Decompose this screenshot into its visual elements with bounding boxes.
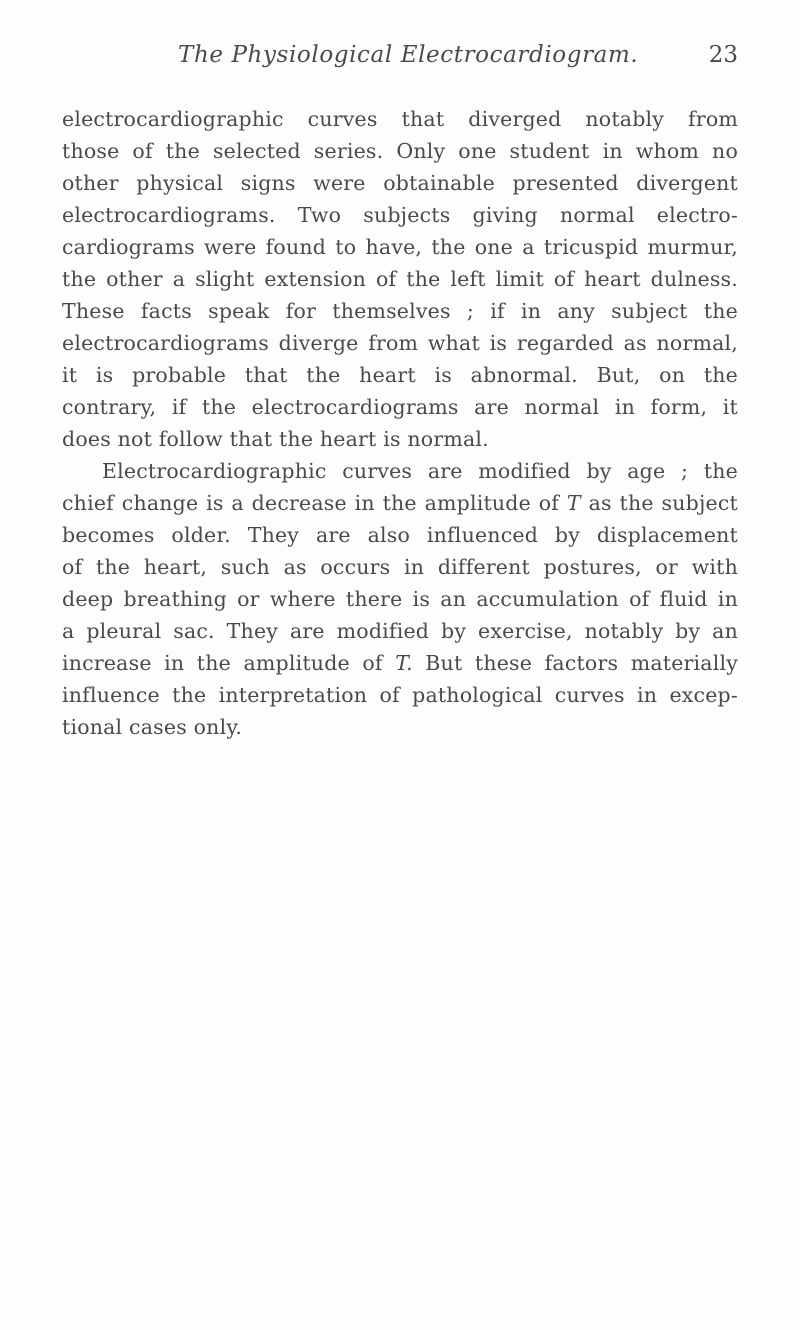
running-header	[0, 42, 800, 78]
text-fragment: as the subject	[588, 491, 738, 515]
text-fragment: chief change is a decrease in the amplitude of	[62, 491, 560, 515]
text-line: deep breathing or where there is an accumulation of fluid in	[62, 587, 738, 611]
italic-variable: T.	[395, 651, 413, 675]
text-line: becomes older. They are also influenced by displacement	[62, 523, 738, 547]
page-number: 23	[708, 42, 738, 68]
body-text	[62, 103, 738, 743]
text-line: the other a slight extension of the left limit of heart dulness.	[62, 267, 738, 291]
italic-variable: T	[566, 491, 581, 515]
text-line	[62, 487, 738, 519]
running-title: The Physiological Electrocardiogram.	[178, 42, 639, 68]
text-line: contrary, if the electrocardiograms are normal in form, it	[62, 395, 738, 419]
text-line: These facts speak for themselves ; if in any subject the	[62, 299, 738, 323]
text-fragment: But these factors materially	[425, 651, 738, 675]
text-line: electrocardiograms diverge from what is regarded as normal,	[62, 331, 738, 355]
text-line: Electrocardiographic curves are modified by age ; the	[102, 459, 738, 483]
text-line: of the heart, such as occurs in different postures, or with	[62, 555, 738, 579]
text-line: electrocardiographic curves that diverged notably from	[62, 107, 738, 131]
text-line: those of the selected series. Only one student in whom no	[62, 139, 738, 163]
text-line: electrocardiograms. Two subjects giving normal electro-	[62, 203, 738, 227]
text-line	[62, 647, 738, 679]
text-line: a pleural sac. They are modified by exercise, notably by an	[62, 619, 738, 643]
text-line: influence the interpretation of pathological curves in excep-	[62, 683, 738, 707]
text-line: it is probable that the heart is abnormal. But, on the	[62, 363, 738, 387]
text-line: other physical signs were obtainable presented divergent	[62, 171, 738, 195]
text-line: tional cases only.	[62, 715, 243, 739]
text-line: cardiograms were found to have, the one a tricuspid murmur,	[62, 235, 738, 259]
text-fragment: increase in the amplitude of	[62, 651, 383, 675]
text-line: does not follow that the heart is normal.	[62, 427, 489, 451]
